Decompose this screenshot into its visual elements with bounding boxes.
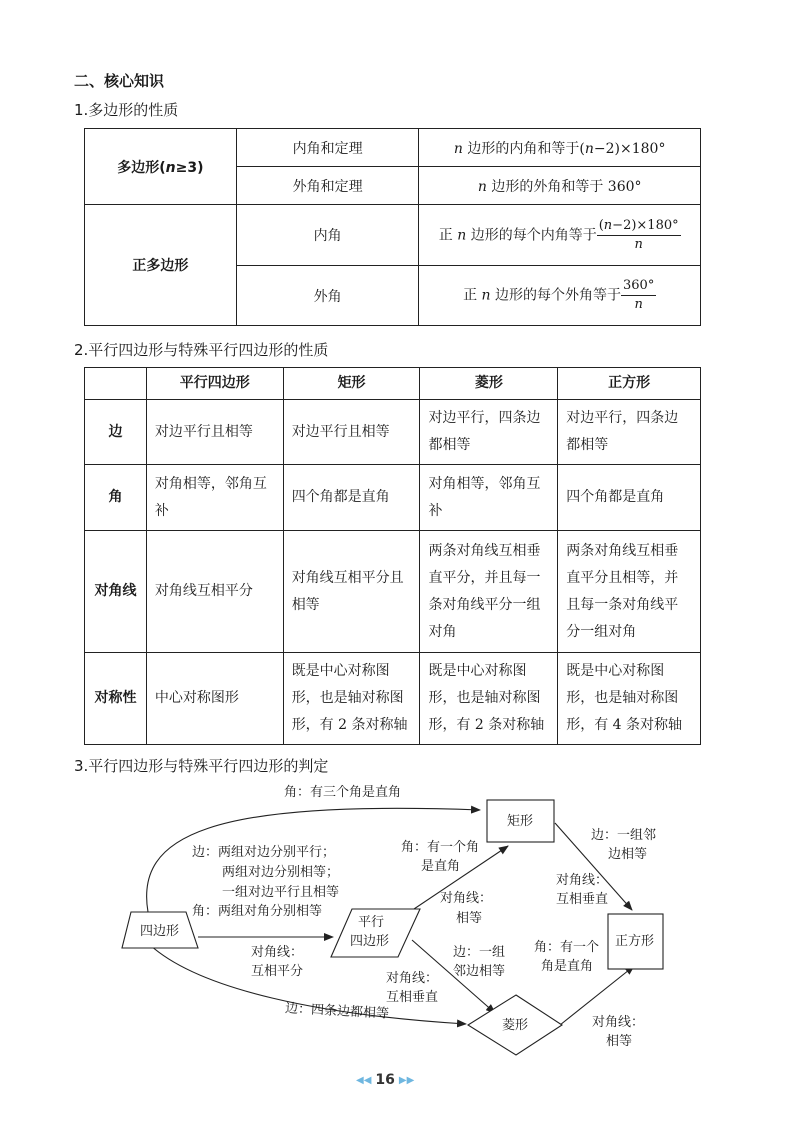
label-rect-square-side-1: 边：一组邻 [591, 828, 657, 843]
row-label-angle: 角 [85, 465, 147, 531]
label-rect-square-diag-2: 互相垂直 [556, 892, 609, 907]
table-cell: 对边平行，四条边都相等 [420, 400, 558, 465]
label-quad-para-4: 角：两组对角分别相等 [192, 904, 323, 919]
exterior-angle-sum-name: 外角和定理 [236, 167, 419, 205]
table-cell: 对角线互相平分且相等 [283, 531, 420, 653]
header-rectangle: 矩形 [283, 368, 420, 400]
interior-angle-sum-formula: n 边形的内角和等于(n−2)×180° [419, 129, 701, 167]
table-cell: 中心对称图形 [146, 653, 283, 745]
table-cell: 四个角都是直角 [558, 465, 701, 531]
header-rhombus: 菱形 [420, 368, 558, 400]
label-para-rect-angle-1: 角：有一个角 [401, 840, 480, 855]
polygon-label: 多边形(n≥3) [85, 129, 237, 205]
double-right-arrow-icon: ▶▶ [398, 1074, 415, 1086]
part3-title: 3.平行四边形与特殊平行四边形的判定 [74, 757, 329, 775]
table-cell: 对边平行且相等 [283, 400, 420, 465]
regular-interior-formula: 正 n 边形的每个内角等于 $\frac{(n-2)\times 180^\circ}{n}$ [419, 205, 701, 266]
node-rhombus: 菱形 [502, 1018, 529, 1033]
double-left-arrow-icon: ◀◀ [356, 1074, 372, 1086]
table-cell: 既是中心对称图形，也是轴对称图形，有 2 条对称轴 [420, 653, 558, 745]
row-label-diagonal: 对角线 [85, 531, 147, 653]
node-quadrilateral: 四边形 [140, 924, 180, 939]
table-cell: 两条对角线互相垂直平分，并且每一条对角线平分一组对角 [420, 531, 558, 653]
part1-title: 1.多边形的性质 [74, 101, 179, 119]
label-quad-para-1: 边：两组对边分别平行； [192, 845, 336, 860]
label-para-rect-diag-2: 相等 [456, 911, 483, 926]
table-cell: 两条对角线互相垂直平分且相等，并且每一条对角线平分一组对角 [558, 531, 701, 653]
label-para-rhombus-side-1: 边：一组 [453, 945, 506, 960]
regular-polygon-label: 正多边形 [85, 205, 237, 326]
exterior-angle-sum-formula: n 边形的外角和等于 360° [419, 167, 701, 205]
interior-angle-sum-name: 内角和定理 [236, 129, 419, 167]
label-para-rect-angle-2: 是直角 [421, 859, 461, 874]
regular-interior-name: 内角 [236, 205, 419, 266]
label-rhombus-square-diag-1: 对角线： [592, 1015, 645, 1030]
label-diag-bisect-1: 对角线： [251, 945, 304, 960]
table-cell: 既是中心对称图形，也是轴对称图形，有 2 条对称轴 [283, 653, 420, 745]
node-parallelogram-line1: 平行 [358, 915, 385, 930]
table-cell: 对角线互相平分 [146, 531, 283, 653]
label-para-rhombus-side-2: 邻边相等 [453, 964, 506, 979]
node-square: 正方形 [615, 934, 655, 949]
label-rect-square-side-2: 边相等 [608, 847, 648, 862]
label-quad-para-2: 两组对边分别相等； [222, 865, 340, 880]
table-cell: 既是中心对称图形，也是轴对称图形，有 4 条对称轴 [558, 653, 701, 745]
label-rhombus-square-angle-2: 角是直角 [541, 959, 594, 974]
label-bottom-arc: 边：四条边都相等 [284, 1001, 390, 1022]
table-cell: 对角相等，邻角互补 [146, 465, 283, 531]
page-footer [356, 1072, 414, 1088]
table-cell: 对边平行，四条边都相等 [558, 400, 701, 465]
table-cell: 对边平行且相等 [146, 400, 283, 465]
node-parallelogram-line2: 四边形 [350, 934, 390, 949]
section-title: 二、核心知识 [74, 72, 165, 90]
label-diag-bisect-2: 互相平分 [251, 964, 304, 979]
label-rhombus-square-diag-2: 相等 [606, 1034, 633, 1049]
label-para-rhombus-diag-1: 对角线： [386, 971, 439, 986]
label-quad-para-3: 一组对边平行且相等 [222, 885, 340, 900]
node-rectangle: 矩形 [507, 814, 534, 829]
header-square: 正方形 [558, 368, 701, 400]
part2-title: 2.平行四边形与特殊平行四边形的性质 [74, 341, 329, 359]
label-para-rhombus-diag-2: 互相垂直 [386, 990, 439, 1005]
table-cell: 对角相等，邻角互补 [420, 465, 558, 531]
label-rect-square-diag-1: 对角线： [556, 873, 609, 888]
label-para-rect-diag-1: 对角线： [440, 891, 493, 906]
regular-exterior-name: 外角 [236, 266, 419, 326]
page-number: 16 [375, 1072, 395, 1088]
regular-exterior-formula: 正 n 边形的每个外角等于 $\frac{360^\circ}{n}$ [419, 266, 701, 326]
header-parallelogram: 平行四边形 [146, 368, 283, 400]
label-rhombus-square-angle-1: 角：有一个 [534, 940, 600, 955]
row-label-symmetry: 对称性 [85, 653, 147, 745]
row-label-side: 边 [85, 400, 147, 465]
label-top-arc: 角：有三个角是直角 [284, 785, 402, 800]
table-cell: 四个角都是直角 [283, 465, 420, 531]
